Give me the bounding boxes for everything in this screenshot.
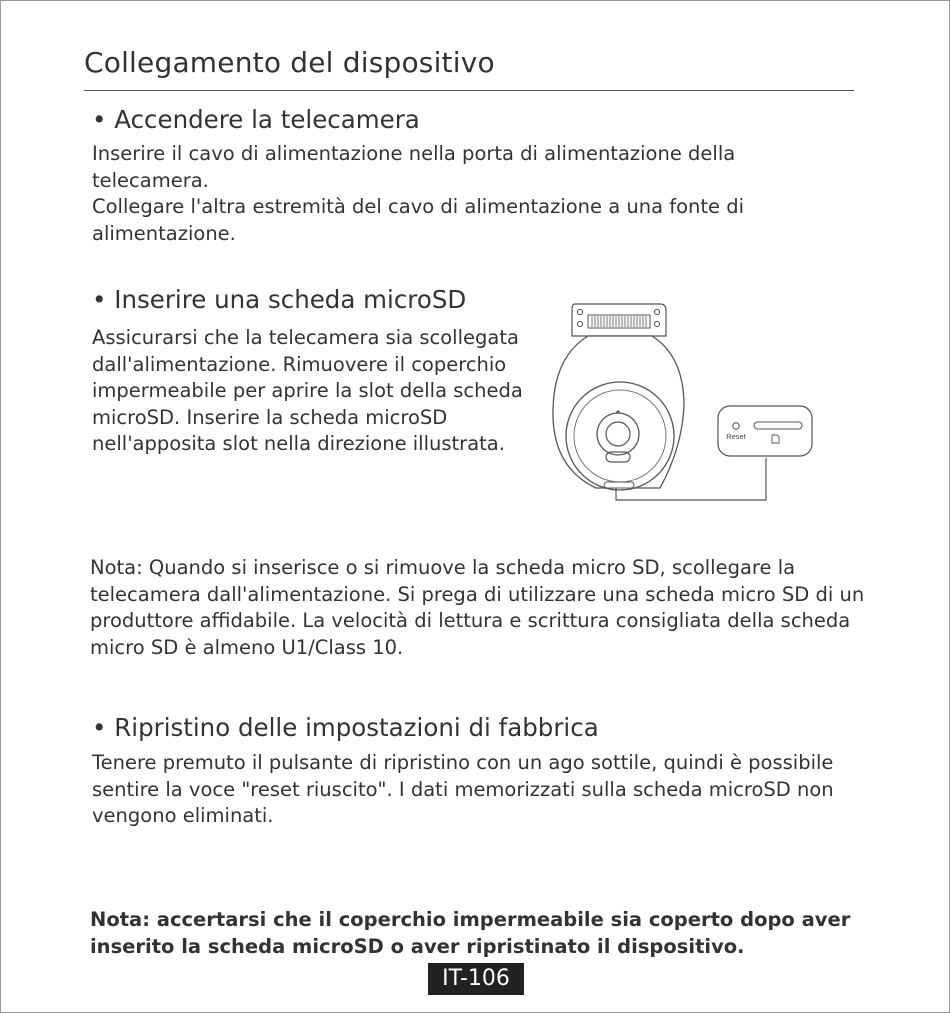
section-text-power-2: Collegare l'altra estremità del cavo di alimentazione a una fonte di alimentazione. <box>92 195 745 245</box>
page-title: Collegamento del dispositivo <box>84 46 495 79</box>
section-text-power-1: Inserire il cavo di alimentazione nella porta di alimentazione della telecamera. <box>92 142 736 192</box>
camera-microsd-slot-illustration <box>548 298 824 503</box>
section-heading-reset: • Ripristino delle impostazioni di fabbrica <box>92 713 599 742</box>
camera-lens <box>597 413 639 455</box>
title-divider <box>84 90 854 91</box>
section-heading-microsd: • Inserire una scheda microSD <box>92 285 467 314</box>
section-heading-power: • Accendere la telecamera <box>92 105 420 134</box>
reset-label: Reset <box>726 432 746 441</box>
section-text-microsd: Assicurarsi che la telecamera sia scollegata dall'alimentazione. Rimuovere il coperchio impermeabile per aprire la slot della scheda microSD. Inserire la scheda microSD nell'apposita slot nella direzione illustrata. <box>92 326 523 455</box>
cover-note: Nota: accertarsi che il coperchio impermeabile sia coperto dopo aver inserito la scheda microSD o aver ripristinato il dispositivo. <box>90 908 851 958</box>
slot-cover <box>604 482 634 488</box>
slot-callout-panel <box>718 406 812 456</box>
page-number: IT-106 <box>428 963 524 995</box>
section-text-reset: Tenere premuto il pulsante di ripristino con un ago sottile, quindi è possibile sentire la voce "reset riuscito". I dati memorizzati sulla scheda microSD non vengono eliminati. <box>92 751 834 827</box>
microsd-note: Nota: Quando si inserisce o si rimuove la scheda micro SD, scollegare la telecamera dall'alimentazione. Si prega di utilizzare una scheda micro SD di un produttore affidabile. La velocità di lettura e scrittura consigliata della scheda micro SD è almeno U1/Class 10. <box>90 556 865 659</box>
